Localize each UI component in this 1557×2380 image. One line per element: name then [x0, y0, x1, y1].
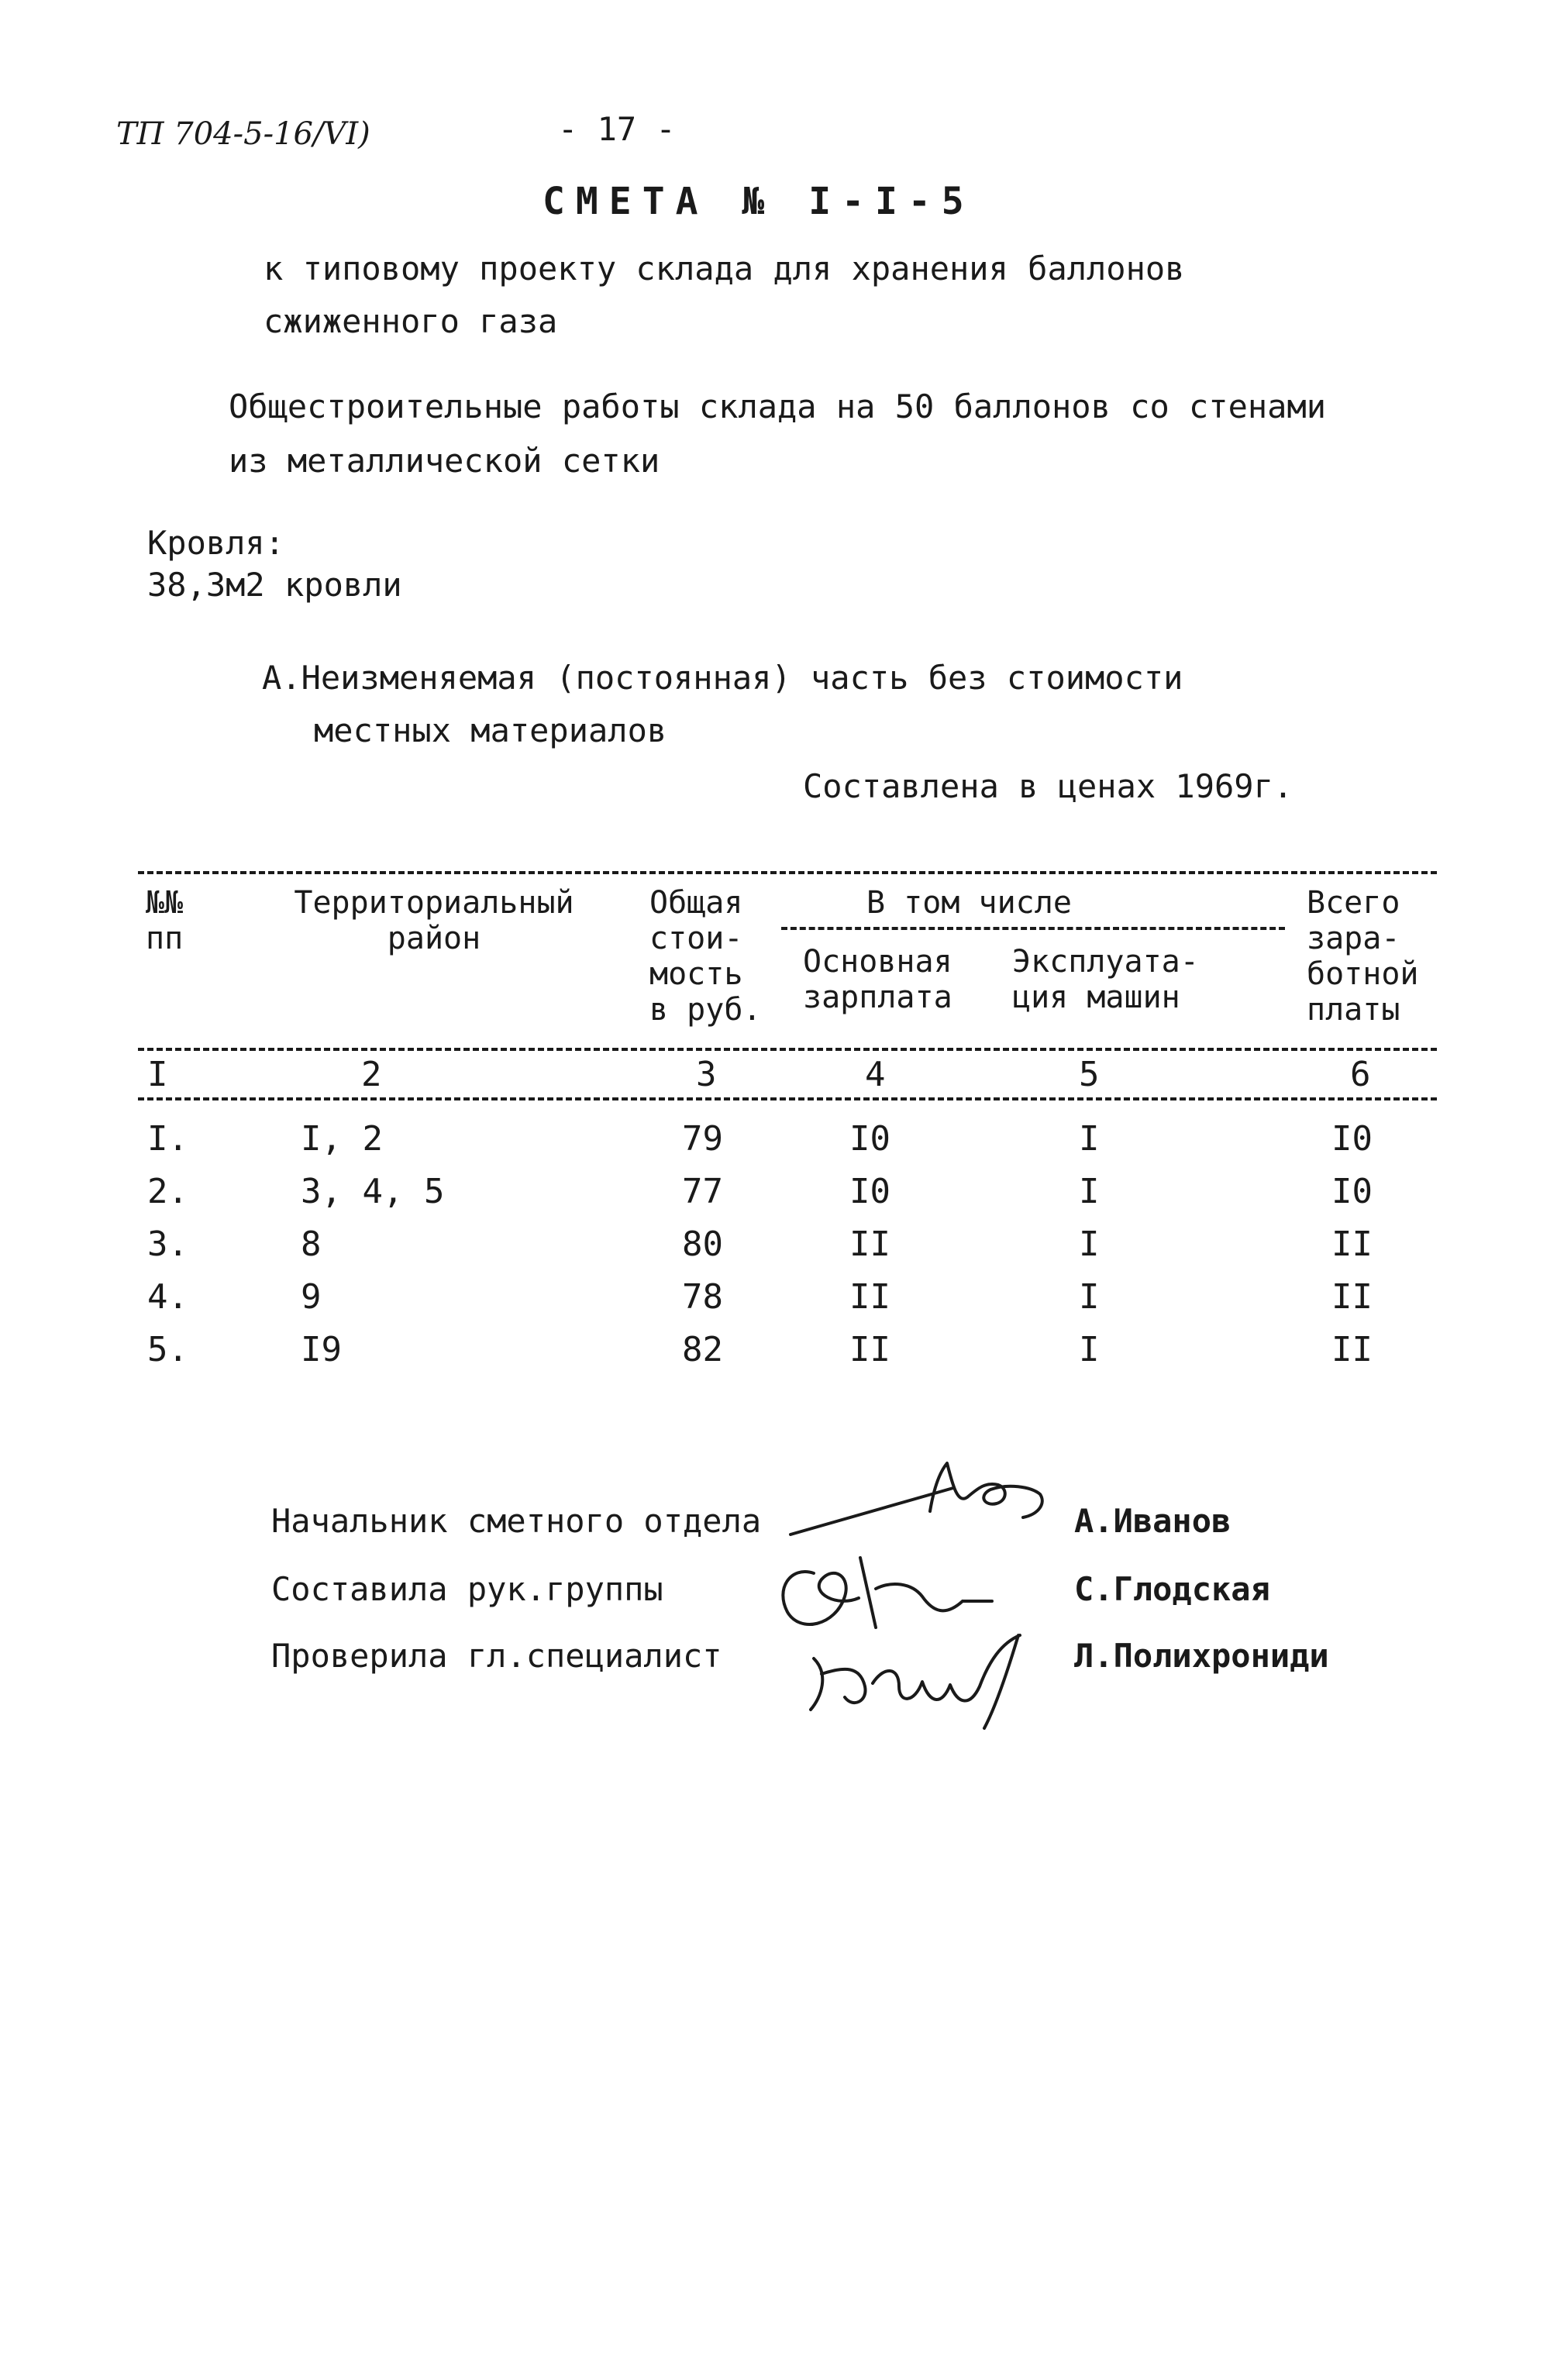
work-description-1: Общестроительные работы склада на 50 баллонов со стенами: [229, 387, 1327, 425]
intro-line-1: к типовому проекту склада для хранения баллонов: [264, 250, 1185, 288]
cell-machines: I: [1079, 1172, 1100, 1211]
cell-machines: I: [1079, 1119, 1100, 1159]
header-num-line: пп: [146, 921, 184, 956]
intro-line-2: сжиженного газа: [264, 302, 558, 340]
cell-num: I.: [147, 1119, 188, 1159]
cell-wages: II: [1331, 1330, 1373, 1369]
cell-num: 3.: [147, 1224, 188, 1264]
header-wages-line: платы: [1307, 992, 1400, 1028]
header-all-wages: [1307, 885, 1419, 1028]
cell-num: 2.: [147, 1172, 188, 1211]
price-basis: Составлена в ценах 1969г.: [803, 767, 1293, 805]
cell-total: 82: [682, 1330, 723, 1369]
header-region-line: район: [387, 921, 481, 956]
signature-role: Проверила гл.специалист: [271, 1637, 722, 1675]
cell-salary: I0: [849, 1172, 890, 1211]
page-title: СМЕТА № I-I-5: [543, 180, 975, 223]
header-total-line: в руб.: [649, 992, 762, 1028]
roof-area: 38,3м2 кровли: [147, 566, 402, 604]
col-number: 6: [1350, 1055, 1371, 1094]
header-total-line: Общая: [649, 885, 743, 921]
roof-label: Кровля:: [147, 524, 285, 562]
cell-num: 5.: [147, 1330, 188, 1369]
header-region: [264, 885, 605, 956]
cell-total: 77: [682, 1172, 723, 1211]
header-wages-line: зара-: [1307, 921, 1400, 956]
cell-machines: I: [1079, 1277, 1100, 1317]
handwritten-signature-1: [775, 1457, 1054, 1550]
col-number: I: [147, 1055, 168, 1094]
doc-code: ТП 704-5-16/VI): [116, 116, 370, 152]
cell-region: I9: [301, 1330, 342, 1369]
header-salary: [803, 944, 952, 1015]
cell-salary: II: [849, 1224, 890, 1264]
cell-region: 9: [301, 1277, 322, 1317]
cell-salary: II: [849, 1330, 890, 1369]
col-number: 4: [865, 1055, 886, 1094]
page-number: - 17 -: [558, 110, 676, 148]
header-num-line: №№: [146, 885, 184, 921]
handwritten-signature-3: [798, 1612, 1054, 1736]
colnum-top-rule: [138, 1048, 1437, 1051]
header-machines-line: Эксплуата-: [1012, 944, 1199, 980]
section-line-1: А.Неизменяемая (постоянная) часть без стоимости: [262, 659, 1183, 697]
header-region-line: Территориальный: [294, 885, 574, 921]
header-machines: [1012, 944, 1199, 1015]
header-wages-line: Всего: [1307, 885, 1400, 921]
header-machines-line: ция машин: [1012, 980, 1180, 1015]
header-total: [649, 885, 762, 1028]
cell-region: I, 2: [301, 1119, 383, 1159]
signature-name: А.Иванов: [1074, 1502, 1231, 1540]
col-number: 2: [361, 1055, 382, 1094]
cell-machines: I: [1079, 1330, 1100, 1369]
cell-wages: II: [1331, 1224, 1373, 1264]
header-num: [146, 885, 183, 956]
table-top-rule: [138, 871, 1437, 874]
cell-wages: I0: [1331, 1172, 1373, 1211]
header-total-line: мость: [649, 956, 743, 992]
cell-total: 78: [682, 1277, 723, 1317]
signature-name: С.Глодская: [1074, 1570, 1270, 1608]
cell-total: 80: [682, 1224, 723, 1264]
cell-wages: I0: [1331, 1119, 1373, 1159]
cell-salary: I0: [849, 1119, 890, 1159]
header-including: В том числе: [866, 885, 1072, 921]
header-sub-rule: [781, 927, 1285, 930]
cell-num: 4.: [147, 1277, 188, 1317]
signature-name: Л.Полихрониди: [1074, 1637, 1329, 1675]
cell-region: 8: [301, 1224, 322, 1264]
header-wages-line: ботной: [1307, 956, 1419, 992]
col-number: 3: [696, 1055, 717, 1094]
col-number: 5: [1079, 1055, 1100, 1094]
cell-region: 3, 4, 5: [301, 1172, 445, 1211]
section-line-2: местных материалов: [314, 711, 667, 749]
signature-role: Составила рук.группы: [271, 1570, 663, 1608]
work-description-2: из металлической сетки: [229, 442, 660, 480]
header-salary-line: зарплата: [803, 980, 952, 1015]
cell-salary: II: [849, 1277, 890, 1317]
signature-role: Начальник сметного отдела: [271, 1502, 762, 1540]
colnum-bottom-rule: [138, 1097, 1437, 1100]
header-total-line: стои-: [649, 921, 743, 956]
cell-machines: I: [1079, 1224, 1100, 1264]
cell-total: 79: [682, 1119, 723, 1159]
cell-wages: II: [1331, 1277, 1373, 1317]
header-salary-line: Основная: [803, 944, 952, 980]
